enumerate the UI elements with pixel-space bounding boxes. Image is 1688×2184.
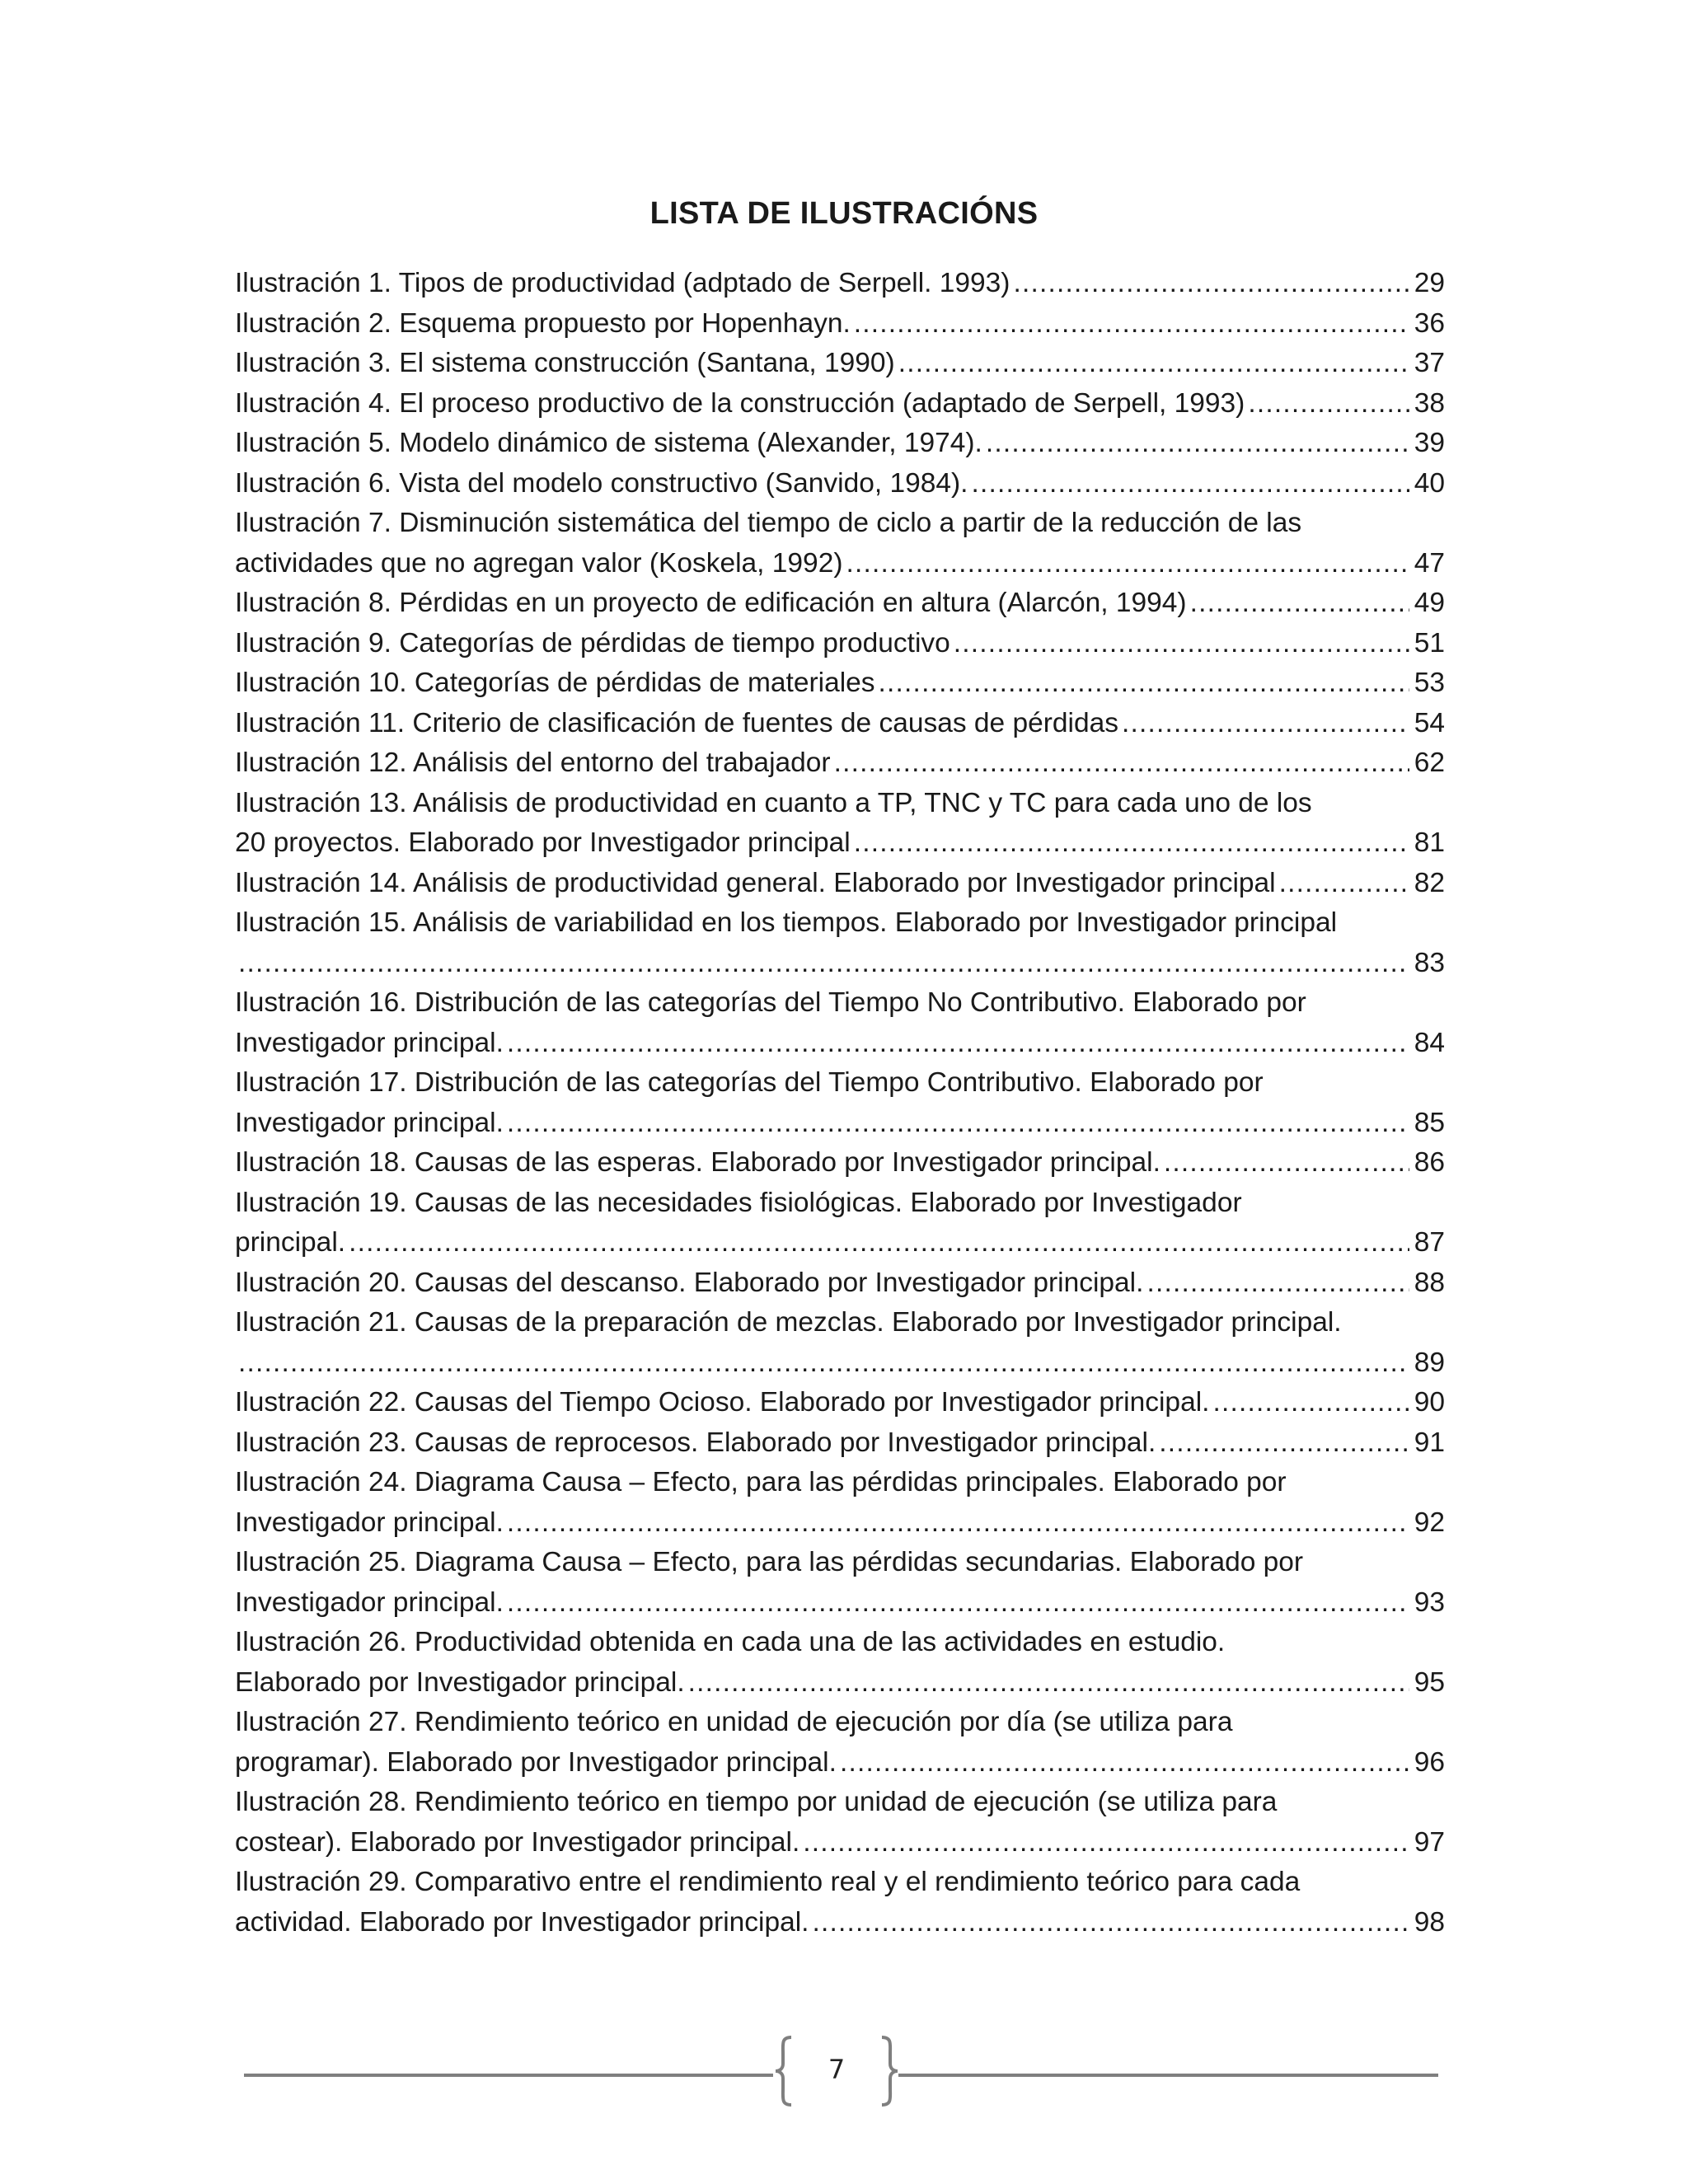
toc-entry-continued [235, 1303, 1445, 1343]
toc-page-number: 98 [1414, 1906, 1445, 1938]
toc-entry-text: Ilustración 12. Análisis del entorno del trabajador [235, 748, 831, 778]
toc-entry [235, 1383, 1445, 1423]
toc-entry [235, 424, 1445, 464]
toc-entry-continued [235, 784, 1445, 824]
toc-page-number: 84 [1414, 1027, 1445, 1058]
footer-rule-right [898, 2074, 1438, 2077]
toc-entry-text: Ilustración 7. Disminución sistemática del tiempo de ciclo a partir de la reducción de las [235, 508, 1302, 538]
toc-entry [235, 624, 1445, 664]
toc-entry [235, 704, 1445, 744]
toc-page-number: 97 [1414, 1826, 1445, 1858]
toc-entry-text: Ilustración 3. El sistema construcción (Santana, 1990) [235, 348, 895, 378]
toc-dot-leader [238, 1343, 1409, 1384]
toc-dot-leader [954, 624, 1409, 664]
toc-dot-leader [1248, 384, 1409, 424]
toc-entry [235, 1823, 1445, 1863]
toc-dot-leader [1279, 864, 1409, 904]
toc-entry [235, 1104, 1445, 1144]
toc-page-number: 82 [1414, 867, 1445, 898]
toc-entry-text: Ilustración 5. Modelo dinámico de sistema (Alexander, 1974). [235, 428, 982, 458]
toc-entry-text: principal. [235, 1227, 346, 1258]
toc-entry-continued [235, 1183, 1445, 1224]
toc-dot-leader [1212, 1383, 1409, 1423]
toc-entry-text: Ilustración 25. Diagrama Causa – Efecto, para las pérdidas secundarias. Elaborado por [235, 1547, 1304, 1577]
toc-entry [235, 1343, 1445, 1384]
toc-entry [235, 384, 1445, 424]
toc-dot-leader [507, 1583, 1409, 1624]
toc-entry-text: Ilustración 23. Causas de reprocesos. Elaborado por Investigador principal. [235, 1427, 1156, 1458]
toc-entry-text: Ilustración 9. Categorías de pérdidas de tiempo productivo [235, 627, 950, 658]
toc-entry [235, 944, 1445, 984]
toc-entry [235, 1024, 1445, 1064]
toc-entry-continued [235, 1063, 1445, 1104]
toc-dot-leader [1190, 583, 1409, 624]
toc-entry-continued [235, 1703, 1445, 1743]
toc-page-number: 93 [1414, 1586, 1445, 1618]
toc-entry-text: Ilustración 28. Rendimiento teórico en tiempo por unidad de ejecución (se utiliza para [235, 1787, 1278, 1817]
toc-entry-text: Ilustración 20. Causas del descanso. Elaborado por Investigador principal. [235, 1267, 1144, 1298]
toc-dot-leader [879, 663, 1409, 704]
toc-entry-continued [235, 1783, 1445, 1823]
toc-page-number: 51 [1414, 627, 1445, 658]
toc-entry-text: Ilustración 16. Distribución de las categorías del Tiempo No Contributivo. Elaborado por [235, 987, 1306, 1018]
toc-dot-leader [834, 743, 1409, 784]
toc-entry [235, 1583, 1445, 1624]
toc-entry-text: Ilustración 11. Criterio de clasificación de fuentes de causas de pérdidas [235, 707, 1118, 738]
toc-entry [235, 1263, 1445, 1304]
toc-entry-text: Ilustración 22. Causas del Tiempo Ocioso. Elaborado por Investigador principal. [235, 1387, 1210, 1418]
toc-dot-leader [1164, 1143, 1409, 1183]
toc-dot-leader [507, 1024, 1409, 1064]
toc-entry [235, 1423, 1445, 1464]
toc-entry [235, 1663, 1445, 1704]
toc-page-number: 47 [1414, 547, 1445, 579]
toc-page-number: 85 [1414, 1107, 1445, 1138]
toc-entry-text: actividades que no agregan valor (Koskela, 1992) [235, 547, 843, 579]
toc-entry [235, 304, 1445, 344]
toc-page-number: 38 [1414, 387, 1445, 419]
toc-dot-leader [1146, 1263, 1409, 1304]
toc-entry-text: Ilustración 29. Comparativo entre el rendimiento real y el rendimiento teórico para cada [235, 1867, 1301, 1897]
toc-entry-text: Elaborado por Investigador principal. [235, 1666, 685, 1698]
toc-entry-text: Investigador principal. [235, 1107, 504, 1138]
toc-entry [235, 743, 1445, 784]
toc-page-number: 83 [1414, 947, 1445, 978]
toc-dot-leader [1013, 264, 1409, 304]
toc-page-number: 86 [1414, 1147, 1445, 1178]
toc-page-number: 37 [1414, 348, 1445, 378]
toc-dot-leader [986, 424, 1409, 464]
toc-entry [235, 344, 1445, 384]
toc-page-number: 36 [1414, 307, 1445, 339]
toc-entry-text: Ilustración 6. Vista del modelo constructivo (Sanvido, 1984). [235, 467, 968, 499]
footer-rule-left [244, 2074, 773, 2077]
toc-page-number: 88 [1414, 1267, 1445, 1298]
right-brace-icon [877, 2034, 902, 2108]
toc-dot-leader [854, 304, 1409, 344]
illustration-list [235, 264, 1445, 1943]
toc-entry-text: Ilustración 14. Análisis de productividad general. Elaborado por Investigador principal [235, 867, 1276, 898]
toc-page-number: 39 [1414, 428, 1445, 458]
toc-entry-text: Ilustración 17. Distribución de las categorías del Tiempo Contributivo. Elaborado por [235, 1067, 1264, 1098]
toc-page-number: 54 [1414, 707, 1445, 738]
toc-entry-text: Ilustración 10. Categorías de pérdidas de materiales [235, 668, 875, 698]
toc-entry-text: Ilustración 2. Esquema propuesto por Hopenhayn. [235, 307, 851, 339]
toc-entry-text: 20 proyectos. Elaborado por Investigador principal [235, 827, 851, 858]
toc-entry [235, 1743, 1445, 1783]
toc-dot-leader [846, 544, 1409, 584]
toc-page-number: 95 [1414, 1666, 1445, 1698]
toc-entry [235, 823, 1445, 864]
toc-entry-continued [235, 903, 1445, 944]
toc-entry [235, 464, 1445, 504]
toc-entry-text: Ilustración 8. Pérdidas en un proyecto de edificación en altura (Alarcón, 1994) [235, 588, 1187, 618]
toc-entry-continued [235, 504, 1445, 544]
toc-dot-leader [349, 1223, 1409, 1263]
toc-page-number: 81 [1414, 827, 1445, 858]
toc-page-number: 29 [1414, 268, 1445, 298]
toc-page-number: 62 [1414, 748, 1445, 778]
toc-dot-leader [971, 464, 1409, 504]
toc-entry [235, 663, 1445, 704]
toc-page-number: 53 [1414, 668, 1445, 698]
toc-page-number: 87 [1414, 1227, 1445, 1258]
toc-entry-text: Ilustración 4. El proceso productivo de la construcción (adaptado de Serpell, 1993) [235, 387, 1245, 419]
page-footer [0, 2034, 1688, 2108]
toc-entry-continued [235, 1623, 1445, 1663]
toc-entry-text: Investigador principal. [235, 1027, 504, 1058]
toc-dot-leader [898, 344, 1409, 384]
toc-dot-leader [803, 1823, 1409, 1863]
toc-page-number: 40 [1414, 467, 1445, 499]
toc-entry-continued [235, 983, 1445, 1024]
toc-dot-leader [507, 1503, 1409, 1544]
toc-dot-leader [854, 823, 1409, 864]
toc-entry [235, 864, 1445, 904]
toc-page-number: 89 [1414, 1347, 1445, 1378]
toc-entry-text: Ilustración 26. Productividad obtenida en cada una de las actividades en estudio. [235, 1627, 1226, 1657]
toc-entry-continued [235, 1543, 1445, 1583]
toc-entry-text: programar). Elaborado por Investigador principal. [235, 1746, 837, 1778]
toc-dot-leader [507, 1104, 1409, 1144]
toc-page-number: 96 [1414, 1746, 1445, 1778]
toc-page-number: 90 [1414, 1387, 1445, 1418]
toc-dot-leader [840, 1743, 1409, 1783]
toc-entry [235, 1143, 1445, 1183]
toc-page-number: 49 [1414, 588, 1445, 618]
toc-page-number: 92 [1414, 1507, 1445, 1538]
toc-entry-continued [235, 1463, 1445, 1503]
toc-entry [235, 264, 1445, 304]
toc-dot-leader [812, 1903, 1409, 1943]
toc-page-number: 91 [1414, 1427, 1445, 1458]
toc-entry [235, 1223, 1445, 1263]
toc-entry [235, 544, 1445, 584]
toc-entry-text: actividad. Elaborado por Investigador principal. [235, 1906, 809, 1938]
toc-entry-text: Ilustración 13. Análisis de productividad en cuanto a TP, TNC y TC para cada uno de los [235, 787, 1312, 818]
toc-entry-text: costear). Elaborado por Investigador principal. [235, 1826, 800, 1858]
toc-entry-text: Ilustración 19. Causas de las necesidades fisiológicas. Elaborado por Investigador [235, 1187, 1242, 1218]
toc-entry-text: Ilustración 1. Tipos de productividad (adptado de Serpell. 1993) [235, 268, 1010, 298]
toc-dot-leader [1159, 1423, 1409, 1464]
toc-dot-leader [238, 944, 1409, 984]
toc-entry-text: Investigador principal. [235, 1507, 504, 1538]
toc-entry [235, 1903, 1445, 1943]
toc-entry-text: Ilustración 27. Rendimiento teórico en unidad de ejecución por día (se utiliza para [235, 1707, 1233, 1737]
toc-entry-text: Investigador principal. [235, 1586, 504, 1618]
toc-entry-text: Ilustración 15. Análisis de variabilidad en los tiempos. Elaborado por Investigador principal [235, 907, 1338, 938]
toc-entry-text: Ilustración 18. Causas de las esperas. Elaborado por Investigador principal. [235, 1147, 1160, 1178]
toc-entry [235, 583, 1445, 624]
toc-entry-text: Ilustración 21. Causas de la preparación de mezclas. Elaborado por Investigador principal. [235, 1307, 1342, 1338]
page-number: 7 [828, 2054, 846, 2085]
toc-entry-text: Ilustración 24. Diagrama Causa – Efecto, para las pérdidas principales. Elaborado por [235, 1467, 1287, 1497]
toc-entry-continued [235, 1863, 1445, 1903]
toc-dot-leader [688, 1663, 1409, 1704]
toc-entry [235, 1503, 1445, 1544]
page-title: LISTA DE ILUSTRACIÓNS [649, 196, 1039, 231]
toc-dot-leader [1122, 704, 1409, 744]
